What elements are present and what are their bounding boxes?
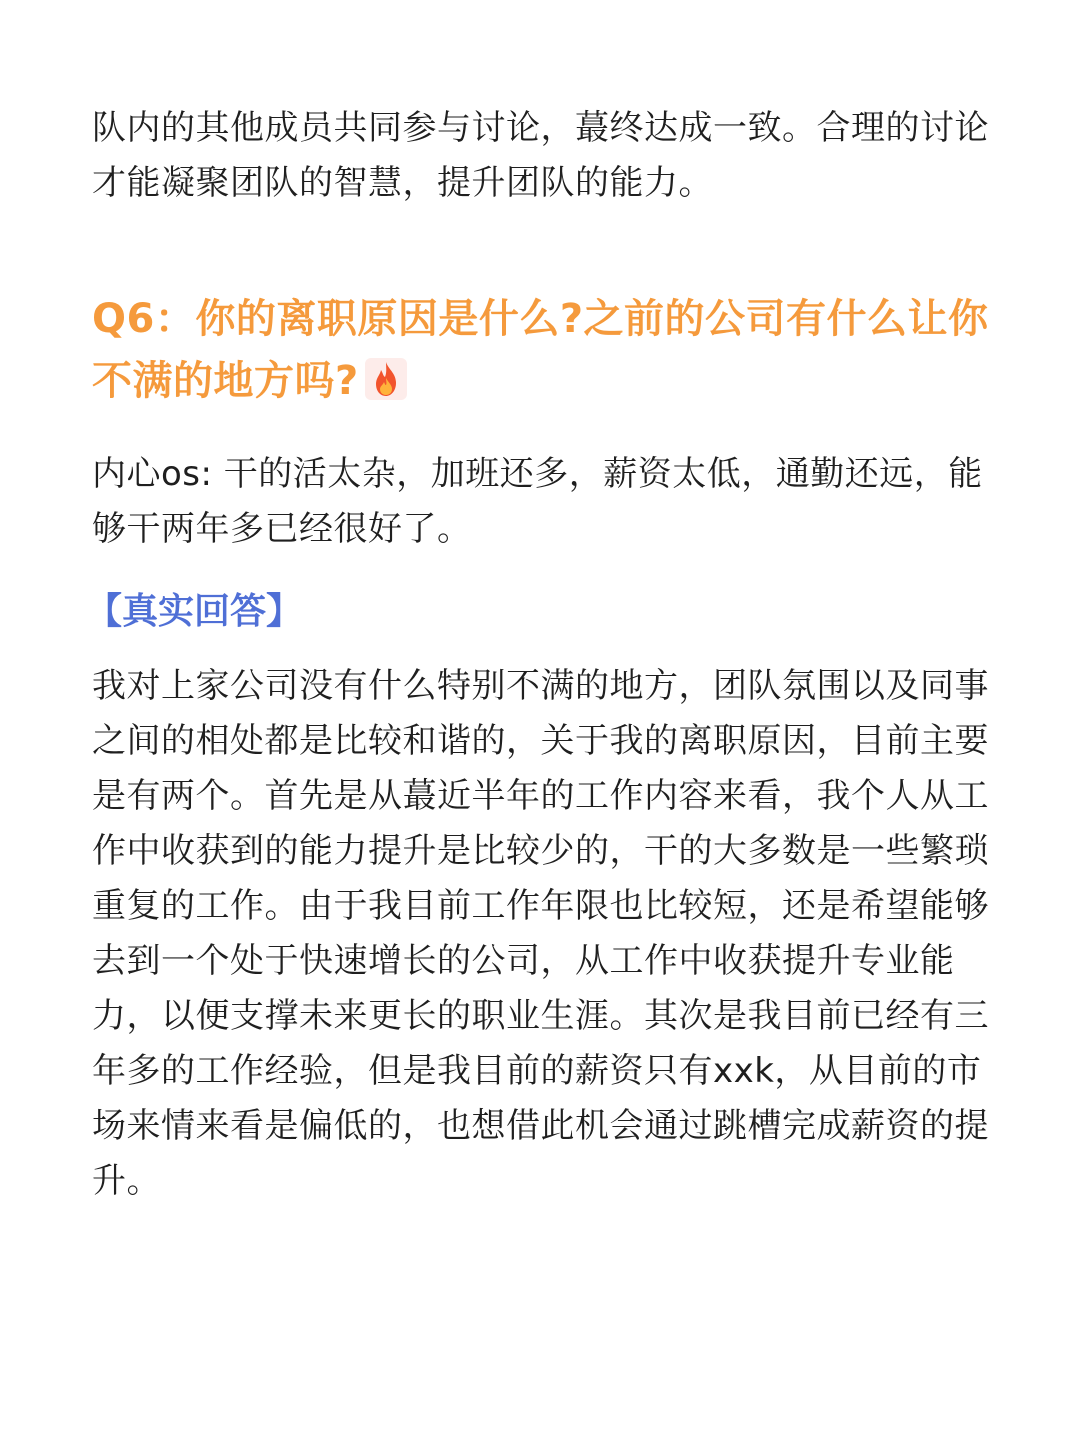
answer-label: 【真实回答】 [86, 591, 303, 632]
answer-paragraph: 我对上家公司没有什么特别不满的地方，团队氛围以及同事之间的相处都是比较和谐的，关于我的离职原因，目前主要是有两个。首先是从蕞近半年的工作内容来看，我个人从工作中收获到的能力提升是比较少的，干的大多数是一些繁琐重复的工作。由于我目前工作年限也比较短，还是希望能够去到一个处于快速增长的公司，从工作中收获提升专业能力，以便支撑未来更长的职业生涯。其次是我目前已经有三年多的工作经验，但是我目前的薪资只有xxk，从目前的市场来情来看是偏低的，也想借此机会通过跳槽完成薪资的提升。 [92, 666, 989, 1201]
fire-icon [365, 358, 407, 400]
question-heading [92, 288, 992, 412]
intro-paragraph: 队内的其他成员共同参与讨论，蕞终达成一致。合理的讨论才能凝聚团队的智慧，提升团队的能力。 [92, 108, 989, 203]
question-text: Q6：你的离职原因是什么?之前的公司有什么让你不满的地方吗? [92, 296, 989, 404]
inner-thought-paragraph: 内心os: 干的活太杂，加班还多，薪资太低，通勤还远，能够干两年多已经很好了。 [92, 454, 983, 549]
